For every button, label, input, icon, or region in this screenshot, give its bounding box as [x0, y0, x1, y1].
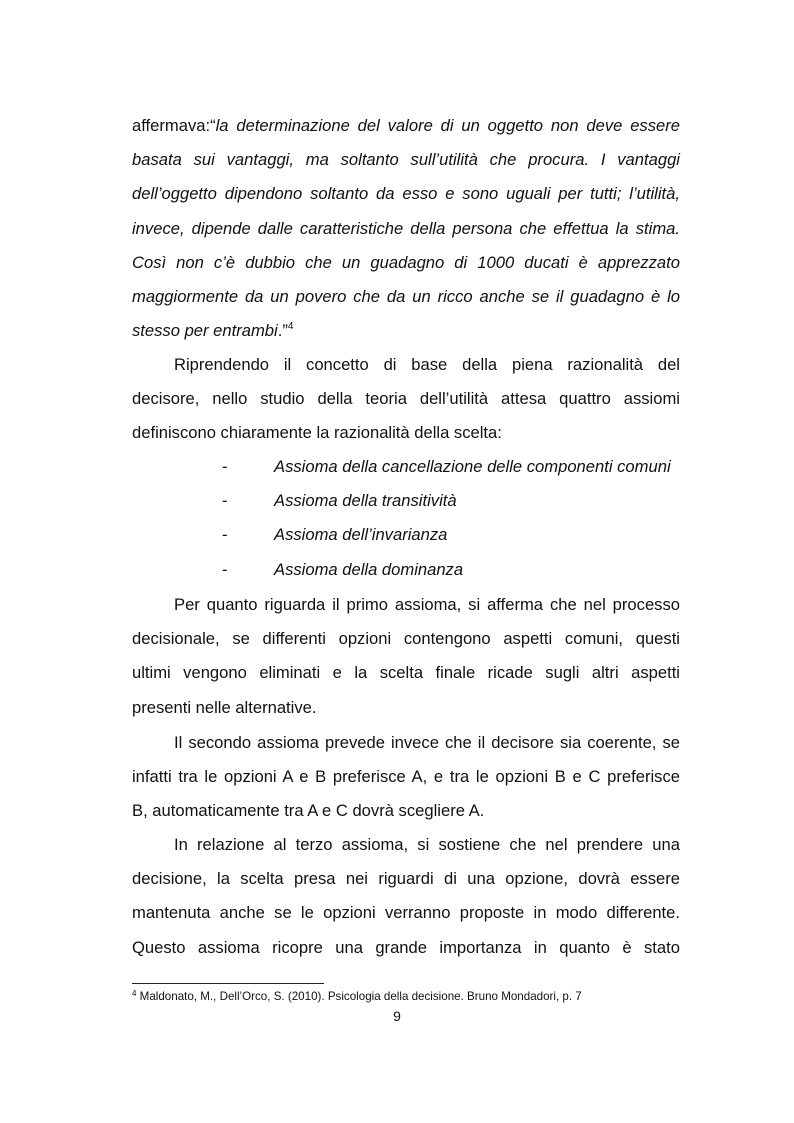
- quote-line-2: [132, 143, 680, 177]
- footnote: [132, 989, 582, 1005]
- paragraph-line: ultimi vengono eliminati e la scelta finale ricade sugli altri aspetti: [132, 663, 680, 683]
- paragraph-line: decisionale, se differenti opzioni contengono aspetti comuni, questi: [132, 629, 680, 649]
- paragraph-line: definiscono chiaramente la razionalità della scelta:: [132, 423, 502, 443]
- paragraph-line: Per quanto riguarda il primo assioma, si afferma che nel processo: [174, 595, 680, 614]
- list-item: [132, 450, 692, 484]
- paragraph-axioms-intro: [132, 348, 680, 451]
- axiom-label: Assioma della dominanza: [274, 559, 464, 579]
- list-item: [132, 484, 692, 518]
- paragraph-line: Questo assioma ricopre una grande importanza in quanto è stato: [132, 937, 680, 957]
- quote-text: Così non c’è dubbio che un guadagno di 1000 ducati è apprezzato: [132, 252, 680, 272]
- paragraph-second-axiom: [132, 726, 680, 829]
- quote-line-6: [132, 280, 680, 314]
- list-item: [132, 518, 692, 552]
- quote-closing: .”: [277, 321, 288, 341]
- quote-line-5: [132, 246, 680, 280]
- quote-text: invece, dipende dalle caratteristiche della persona che effettua la stima.: [132, 218, 680, 238]
- quote-text: basata sui vantaggi, ma soltanto sull’utilità che procura. I vantaggi: [132, 150, 680, 170]
- quote-line-4: [132, 212, 680, 246]
- quote-lead: affermava:“: [132, 116, 216, 135]
- paragraph-line: infatti tra le opzioni A e B preferisce A, e tra le opzioni B e C preferisce: [132, 767, 680, 787]
- axiom-label: Assioma dell’invarianza: [274, 525, 448, 545]
- list-item: [132, 553, 692, 587]
- page-number: 9: [393, 1008, 401, 1024]
- footnote-text: Maldonato, M., Dell’Orco, S. (2010). Psicologia della decisione. Bruno Mondadori, p. 7: [136, 990, 582, 1003]
- paragraph-third-axiom: [132, 828, 680, 965]
- paragraph-first-axiom: [132, 588, 680, 725]
- quote-text: maggiormente da un povero che da un ricco anche se il guadagno è lo: [132, 287, 680, 307]
- dash-bullet: -: [222, 457, 228, 476]
- dash-bullet: -: [222, 559, 228, 579]
- dash-bullet: -: [222, 491, 228, 511]
- quote-text: stesso per entrambi: [132, 321, 278, 341]
- paragraph-line: In relazione al terzo assioma, si sostiene che nel prendere una: [174, 835, 680, 854]
- quote-line-3: [132, 177, 680, 211]
- footnote-number: 4: [132, 989, 137, 998]
- quote-text: la determinazione del valore di un oggetto non deve essere: [215, 116, 680, 135]
- paragraph-line: B, automaticamente tra A e C dovrà scegliere A.: [132, 801, 485, 821]
- footnote-reference[interactable]: 4: [287, 321, 294, 333]
- quote-line-1: [132, 109, 680, 143]
- quote-line-7: [132, 314, 680, 348]
- quote-paragraph: [132, 109, 680, 348]
- quote-text: dell’oggetto dipendono soltanto da esso e sono uguali per tutti; l’utilità,: [132, 184, 680, 204]
- axioms-list: [132, 450, 692, 587]
- footnote-separator: [132, 983, 324, 984]
- dash-bullet: -: [222, 525, 228, 545]
- paragraph-line: decisione, la scelta presa nei riguardi di una opzione, dovrà essere: [132, 869, 680, 889]
- paragraph-line: mantenuta anche se le opzioni verranno proposte in modo differente.: [132, 903, 680, 923]
- axiom-label: Assioma della transitività: [274, 491, 457, 511]
- paragraph-line: presenti nelle alternative.: [132, 697, 317, 717]
- axiom-label: Assioma della cancellazione delle componenti comuni: [274, 457, 671, 476]
- paragraph-line: Il secondo assioma prevede invece che il decisore sia coerente, se: [174, 733, 680, 752]
- paragraph-line: Riprendendo il concetto di base della piena razionalità del: [174, 355, 680, 374]
- paragraph-line: decisore, nello studio della teoria dell’utilità attesa quattro assiomi: [132, 389, 680, 409]
